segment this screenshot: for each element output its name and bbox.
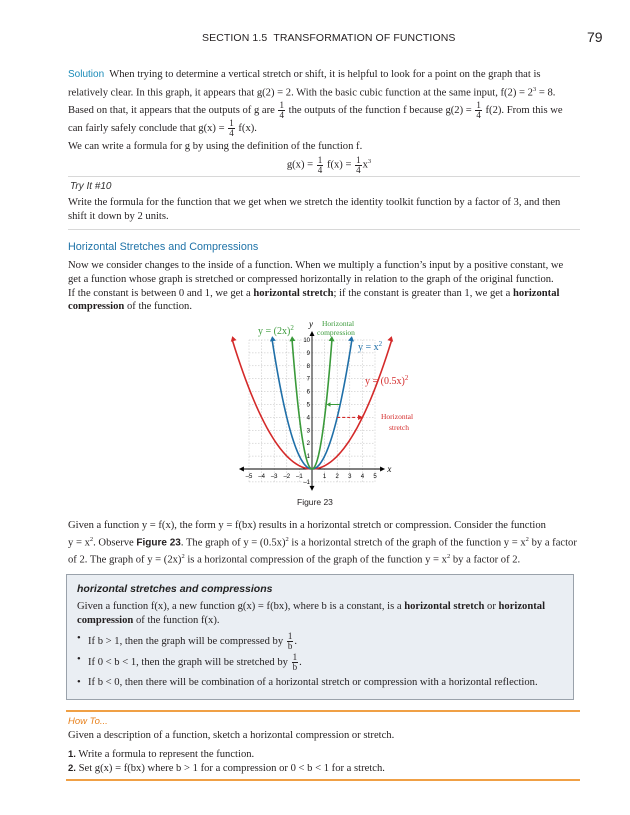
label-half-x-squared-exponent: 2 <box>404 374 409 382</box>
annotation-compression-line2: compression <box>317 328 355 337</box>
x-tick-label: 5 <box>373 474 377 480</box>
label-x-squared: $y = x^2$ <box>358 340 383 353</box>
annotation-stretch-line2: stretch <box>389 423 409 432</box>
y-tick-label: 5 <box>306 402 310 409</box>
annotations <box>258 319 414 435</box>
y-tick-label: 8 <box>306 363 310 370</box>
figure-23-graph <box>225 312 425 512</box>
x-tick-label: 2 <box>335 474 339 480</box>
bullet-compress: • If b > 1, then the graph will be compressed by $\frac{1}{b}$ . <box>77 632 571 651</box>
intro-paragraph: Now we consider changes to the inside of a function. When we multiply a function’s input by a positive constant, we get a function whose graph is stretched or compressed horizontally in relation to the graph of the original function. If the constant is between 0 and 1, we get a horizontal stretch; if the constant is greater than 1, we get a horizontal compression of the function. <box>68 260 564 313</box>
howto-label: How To... <box>68 716 108 727</box>
divider <box>68 229 580 230</box>
solution-formula: g(x) = $\frac{1}{4}$ f(x) = $\frac{1}{4}$ $x^3$ <box>286 154 372 175</box>
x-tick-label: 4 <box>360 474 365 480</box>
explanation-paragraph: Given a function y = f(x), the form y = f(bx) results in a horizontal stretch or compression. Consider the function $y = x^2$. Observe Figure 23. The graph of $y = (0.5x)^2$ is a horizontal stretch of the graph of the function $y = x^2$ by a factor of 2. The graph of $y = (2x)^2$ is a horizontal compression of the graph of the function $y = x^2$ by a factor of 2. <box>68 520 577 566</box>
x-axis-arrow <box>239 467 244 472</box>
bullet-stretch: • If 0 < b < 1, then the graph will be stretched by $\frac{1}{b}$ . <box>77 653 571 672</box>
annotation-stretch-line1: Horizontal <box>381 412 414 421</box>
howto-top-rule <box>66 710 580 712</box>
try-it-label: Try It #10 <box>70 181 112 192</box>
fraction-quarter: $\frac{1}{4}$ <box>229 118 234 139</box>
y-tick-label: –1 <box>303 479 310 486</box>
figure-caption: Figure 23 <box>297 497 333 507</box>
definition-text: Given a function f(x), a new function g(x) = f(bx), where b is a constant, is a horizontal stretch or horizontal compression of the function f(x). • If b > 1, then the graph will be compressed by $\frac{1}{b}$ . • If 0 < b < 1, then the graph will be stretched by $\frac{1}{b}$ . • If b < 0, then there will be combination of a horizontal stretch or compression with a horizontal reflection. <box>77 600 571 689</box>
section-number: SECTION 1.5 TRANSFORMATION OF FUNCTIONS <box>202 32 456 44</box>
solution-label: Solution <box>68 69 105 80</box>
try-it-text: Write the formula for the function that we get when we stretch the identity toolkit function by a factor of 3, and then shift it down by 2 units. <box>68 197 561 222</box>
x-axis-label: x <box>387 464 392 474</box>
x-tick-label: –4 <box>258 474 265 480</box>
curve-half-x-squared-arrow <box>229 335 236 341</box>
y-tick-label: 3 <box>306 428 310 435</box>
x-tick-label: –1 <box>296 474 303 480</box>
solution-line-3: Based on that, it appears that the outputs of g are $\frac{1}{4}$ the outputs of the function f because g(2) = $\frac{1}{4}$ f(2). From this we <box>68 100 563 121</box>
annotation-compression-line1: Horizontal <box>322 319 355 328</box>
howto-bottom-rule <box>66 779 580 781</box>
x-tick-label: –3 <box>270 474 278 480</box>
label-half-x-squared: $y = (0.5x)^2$ <box>365 374 409 387</box>
bullet-reflect: • If b < 0, then there will be combination of a horizontal stretch or compression with a horizontal reflection. <box>77 676 571 690</box>
fraction-quarter: $\frac{1}{4}$ <box>279 100 284 121</box>
solution-line-4: can fairly safely conclude that g(x) = $\frac{1}{4}$ f(x). <box>68 118 257 139</box>
y-tick-label: 2 <box>306 441 310 448</box>
solution-line-5: We can write a formula for g by using the definition of the function f. <box>68 141 363 153</box>
x-tick-label: 3 <box>348 474 352 480</box>
page-number: 79 <box>587 29 603 45</box>
solution-block <box>68 68 580 175</box>
y-tick-label: 9 <box>306 350 310 357</box>
y-tick-label: 1 <box>306 454 310 461</box>
divider <box>68 176 580 177</box>
y-tick-label: 6 <box>306 389 310 396</box>
y-tick-label: 4 <box>306 415 310 422</box>
definition-title: horizontal stretches and compressions <box>77 583 273 595</box>
y-tick-label: 10 <box>303 338 310 344</box>
x-tick-label: 1 <box>322 474 327 480</box>
section-heading: Horizontal Stretches and Compressions <box>68 241 259 253</box>
x-tick-label: –2 <box>283 474 291 480</box>
y-axis-arrow <box>310 486 315 491</box>
x-tick-label: –5 <box>245 474 253 480</box>
label-x-squared-exponent: 2 <box>378 340 383 348</box>
x-axis-arrow <box>380 467 385 472</box>
definition-box <box>66 574 574 700</box>
curve-half-x-squared-arrow <box>387 335 394 341</box>
y-axis-arrow <box>310 331 315 336</box>
page-header <box>0 29 630 48</box>
label-two-x-squared-exponent: 2 <box>290 324 294 332</box>
definition-bullets <box>77 632 571 690</box>
solution-line-1: Solution When trying to determine a vertical stretch or shift, it is helpful to look for a point on the graph that is <box>68 69 541 80</box>
label-two-x-squared: $y = (2x)^2$ <box>258 324 294 337</box>
y-axis-label: y <box>309 318 313 329</box>
howto-content: Given a description of a function, sketch a horizontal compression or stretch. 1. Write a formula to represent the function. 2. Set g(x) = f(bx) where b > 1 for a compression or 0 < b < 1 for a stretch. <box>68 730 395 774</box>
y-tick-label: 7 <box>306 376 310 383</box>
section-title: TRANSFORMATION OF FUNCTIONS <box>273 32 456 44</box>
fraction-quarter: $\frac{1}{4}$ <box>476 100 481 121</box>
solution-line-2: relatively clear. In this graph, it appears that g(2) = 2. With the basic cubic function at the same input, $f(2) = 2^3 = 8$. <box>68 85 556 99</box>
compression-arrow-head <box>326 402 330 406</box>
